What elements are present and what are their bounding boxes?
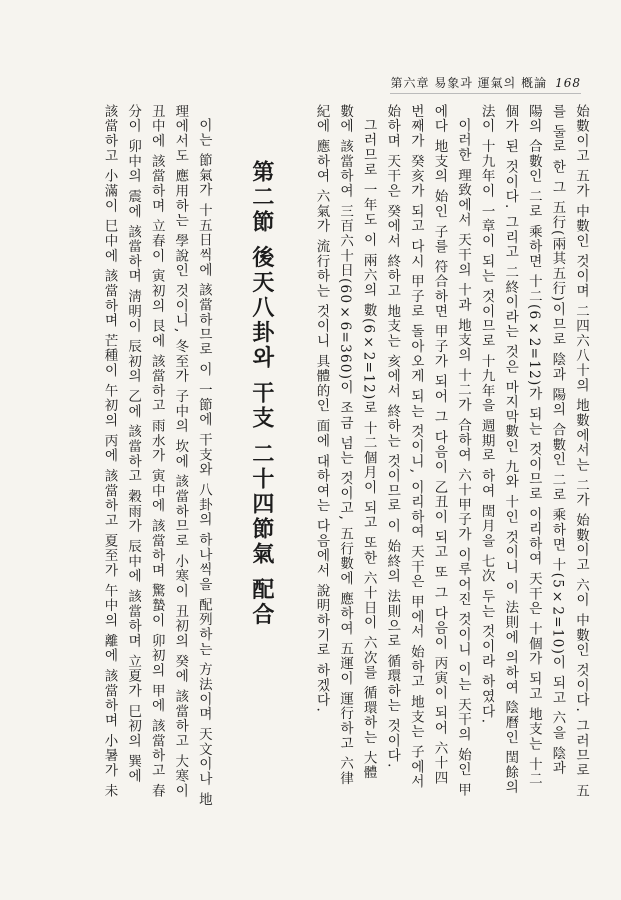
text-column: 이는 節氣가 十五日씩에 該當하므로 이 一節에 干支와 八卦의 하나씩을 配列하는 方法이며 天文이나 地 — [195, 118, 212, 807]
text-column: 始하며 天干은 癸에서 終하고 地支는 亥에서 終하는 것이므로 이 始終의 法則으로 循環하는 것이다. — [384, 104, 401, 769]
column-gap — [215, 104, 227, 864]
text-column: 번째가 癸亥가 되고 다시 甲子로 돌아오게 되는 것이니, 이리하여 天干은 甲에서 始하고 地支는 子에서 — [407, 104, 424, 790]
text-column: 數에 該當하여 三百六十日(60×6=360)이 조금 넘는 것이고, 五行數에 應하여 五運이 運行하고 六律 — [337, 104, 354, 786]
text-column: 紀에 應하여 六氣가 流行하는 것이니 具體的인 面에 대하여는 다음에서 說明하기로 하겠다. — [313, 104, 330, 714]
text-column: 始數이고 五가 中數인 것이며 二四六八十의 地數에서는 二가 始數이고 六이 中數인 것이다. 그러므로 五 — [573, 104, 589, 799]
text-column: 法이 十九年이 一章이 되는 것이므로 十九年을 週期로 하여 閏月을 七次 두는 것이라 하였다. — [478, 104, 495, 725]
text-column: 에다 地支의 始인 子를 符合하면 甲子가 되어 그 다음이 乙丑이 되고 또 그 다음이 丙寅이 되어 六十四 — [431, 104, 448, 786]
text-column: 個가 된 것이다. 그리고 二終이라는 것은 마지막數인 九와 十인 것이니 이 法則에 의하여 陰曆인 閏餘의 — [502, 104, 519, 795]
vertical-text-body — [44, 104, 592, 864]
text-column: 그러므로 一年도 이 兩六의 數(6×2=12)로 十二個月이 되고 또한 六十日이 六次를 循環하는 大體 — [360, 118, 377, 781]
page-number: 168 — [555, 76, 581, 90]
text-column: 를 둘로 한 그 五行(兩其五行)이므로 陰과 陽의 合數인 二로 乘하면 十(5×2=10)이 되고 六을 陰과 — [549, 104, 566, 776]
text-column: 이러한 理致에서 天干의 十과 地支의 十二가 合하여 六十甲子가 이루어진 것이니 이는 天干의 始인 甲 — [455, 118, 472, 798]
chapter-title: 第六章 易象과 運氣의 槪論 — [390, 76, 548, 90]
text-column: 陽의 合數인 二로 乘하면 十二(6×2=12)가 되는 것이므로 이리하여 天干은 十個가 되고 地支는 十二 — [525, 104, 542, 787]
text-column: 該當하고 小滿이 巳中에 該當하며 芒種이 午初의 丙에 該當하고 夏至가 午中의 離에 該當하며 小暑가 未 — [101, 104, 118, 799]
text-column: 丑中에 該當하며 立春이 寅初의 艮에 該當하고 雨水가 寅中에 該當하며 驚蟄이 卯初의 甲에 該當하고 春 — [148, 104, 165, 799]
text-column: 理에서도 應用하는 學說인 것이니, 冬至가 子中의 坎에 該當하므로 小寒이 丑初의 癸에 該當하고 大寒이 — [172, 104, 189, 799]
running-header — [390, 74, 581, 94]
text-column: 分이 卯中의 震에 該當하며 淸明이 辰初의 乙에 該當하고 穀雨가 辰中에 該當하며 立夏가 巳初의 巽에 — [125, 104, 142, 784]
column-gap — [297, 104, 309, 864]
section-heading: 第二節 後天八卦와 干支 二十四節氣 配合 — [248, 160, 275, 628]
